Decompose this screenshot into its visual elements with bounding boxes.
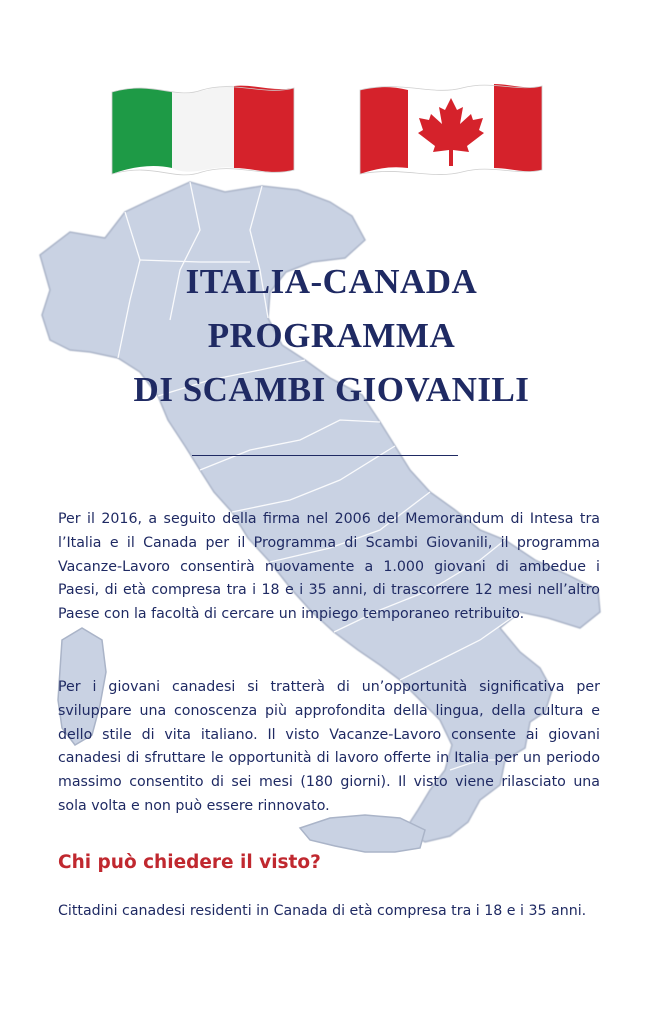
- title-line-1: ITALIA-CANADA: [185, 262, 478, 301]
- title-line-2: PROGRAMMA: [207, 316, 456, 355]
- opportunity-paragraph: Per i giovani canadesi si tratterà di un’opportunità significativa per sviluppare una conoscenza più approfondita della lingua, della cultura e dello stile di vita italiano. Il visto Vacanze-Lavoro consente ai giovani canadesi di sfruttare le opportunità di lavoro offerte in Italia per un periodo massimo consentito di sei mesi (180 giorni). Il visto viene rilasciato una sola volta e non può essere rinnovato.: [58, 679, 600, 814]
- canada-flag-icon: [352, 78, 548, 188]
- section-heading: Chi può chiedere il visto?: [58, 852, 321, 873]
- title-line-3: DI SCAMBI GIOVANILI: [133, 370, 530, 409]
- italy-flag-icon: [104, 78, 300, 188]
- title-divider: [192, 455, 458, 456]
- eligibility-paragraph: Cittadini canadesi residenti in Canada di età compresa tra i 18 e i 35 anni.: [58, 903, 587, 919]
- intro-paragraph: Per il 2016, a seguito della firma nel 2006 del Memorandum di Intesa tra l’Italia e il Canada per il Programma di Scambi Giovanili, il programma Vacanze-Lavoro consentirà nuovamente a 1.000 giovani di ambedue i Paesi, di età compresa tra i 18 e i 35 anni, di trascorrere 12 mesi nell’altro Paese con la facoltà di cercare un impiego temporaneo retribuito.: [58, 511, 600, 623]
